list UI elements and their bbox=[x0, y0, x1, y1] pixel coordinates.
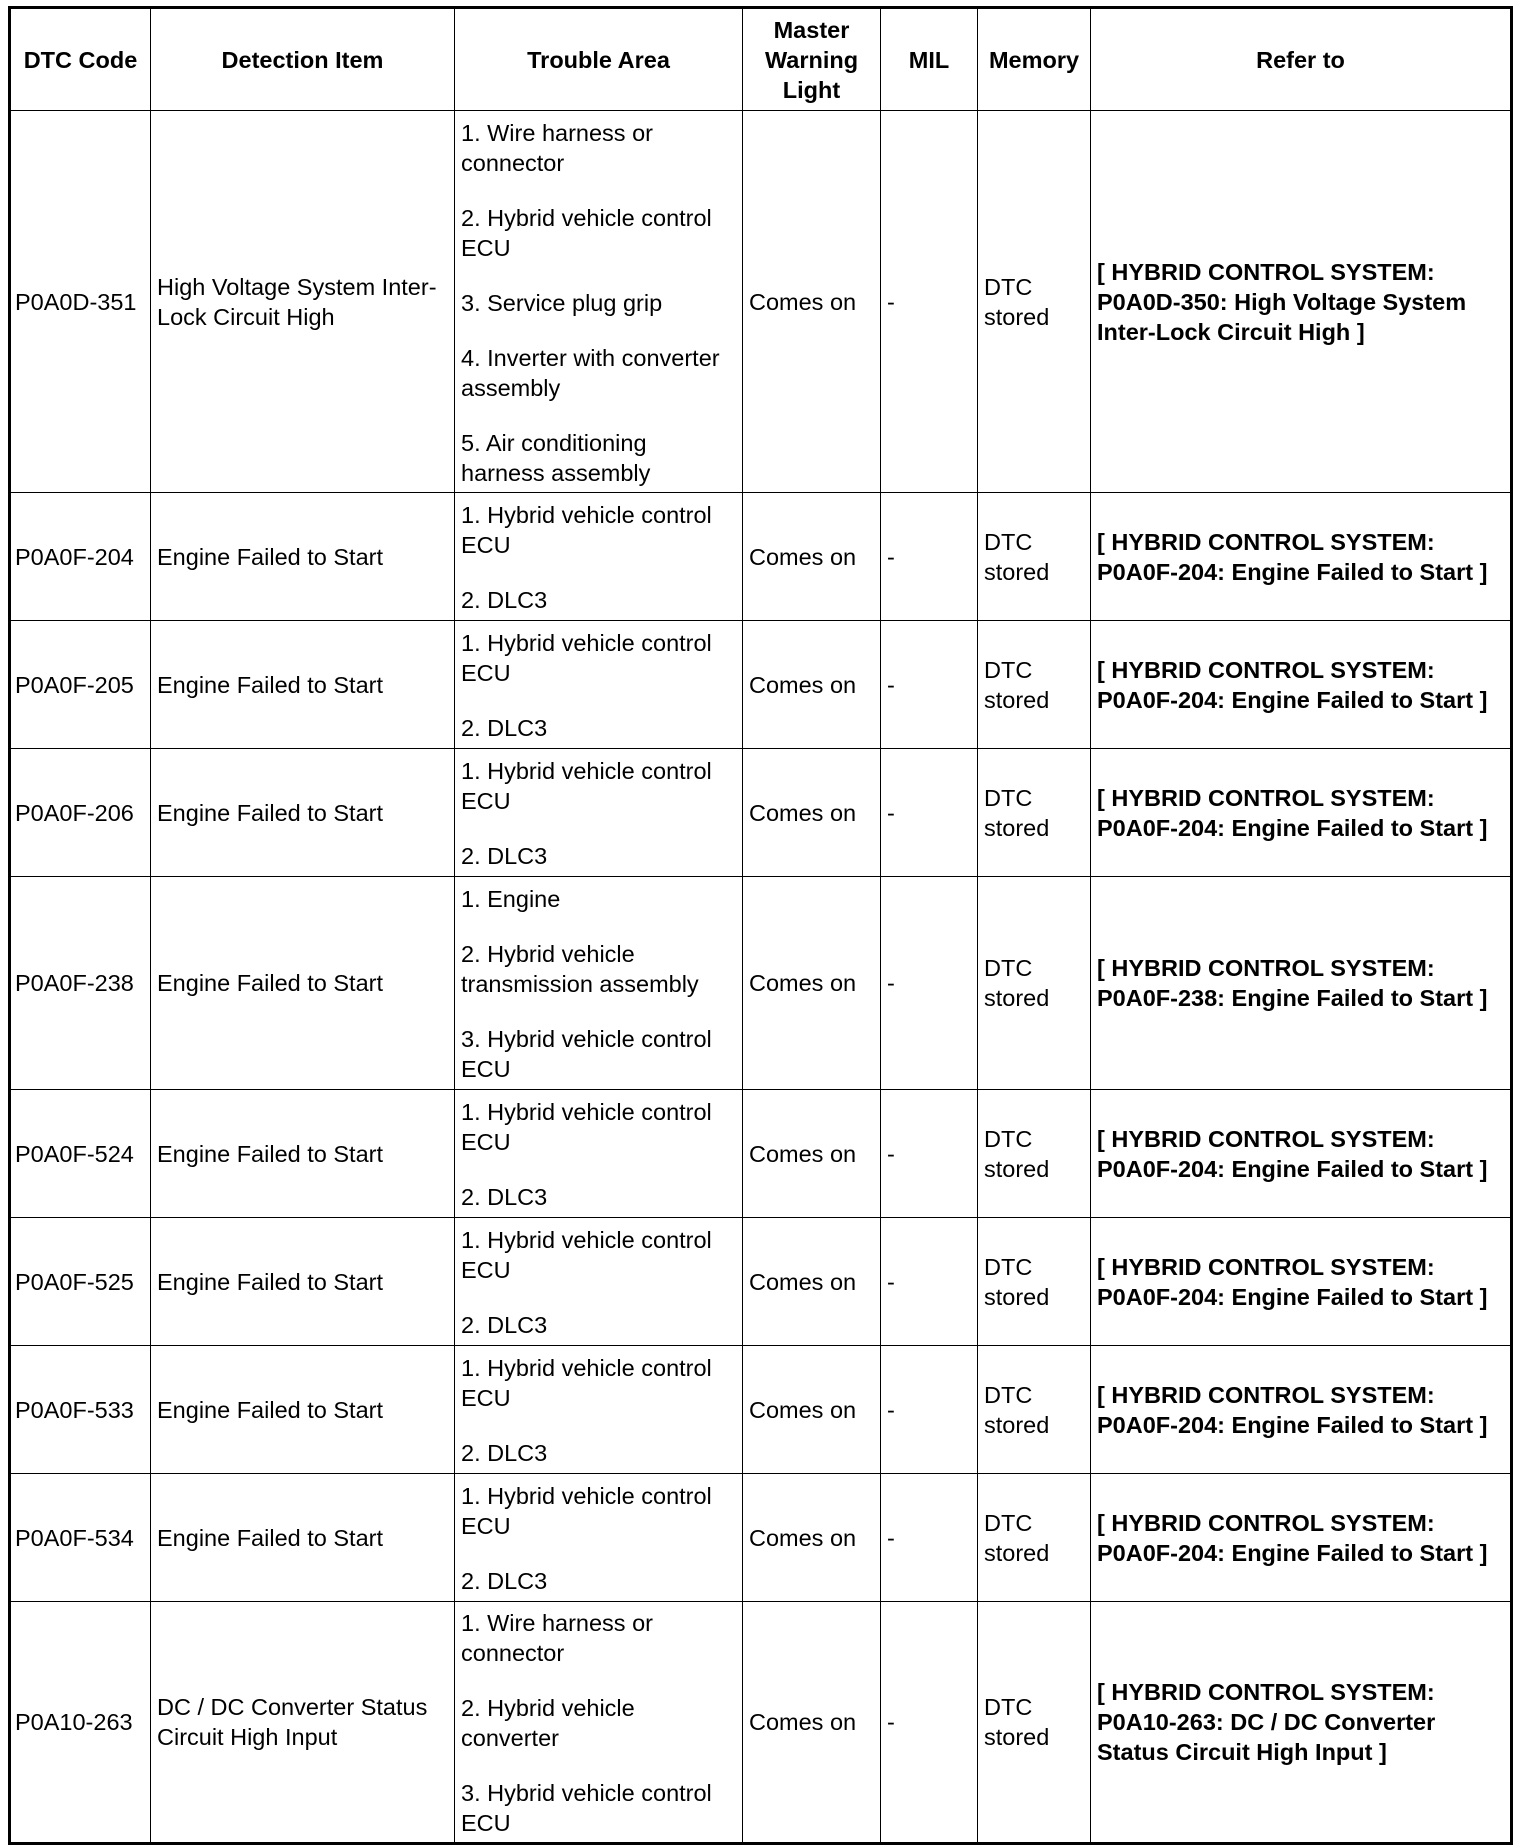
trouble-area-item: 5. Air conditioning harness assembly bbox=[461, 429, 651, 486]
trouble-area-cell bbox=[455, 749, 743, 877]
refer-to-cell: [ HYBRID CONTROL SYSTEM: P0A0F-204: Engine Failed to Start ] bbox=[1091, 493, 1512, 621]
trouble-area-item: 1. Hybrid vehicle control ECU bbox=[461, 1227, 712, 1283]
table-row bbox=[10, 877, 1512, 1090]
mil-cell: - bbox=[881, 1090, 978, 1218]
memory-cell: DTC stored bbox=[978, 111, 1091, 493]
refer-to-cell: [ HYBRID CONTROL SYSTEM: P0A0F-204: Engine Failed to Start ] bbox=[1091, 1474, 1512, 1602]
dtc-code-cell: P0A0F-205 bbox=[10, 621, 151, 749]
master-warning-light-cell: Comes on bbox=[743, 1090, 881, 1218]
table-row bbox=[10, 1346, 1512, 1474]
trouble-area-item: 3. Service plug grip bbox=[461, 289, 663, 316]
header-dtc-code: DTC Code bbox=[10, 8, 151, 111]
dtc-code-cell: P0A10-263 bbox=[10, 1602, 151, 1844]
trouble-area-item: 1. Engine bbox=[461, 886, 561, 912]
mil-cell: - bbox=[881, 111, 978, 493]
dtc-code-cell: P0A0F-238 bbox=[10, 877, 151, 1090]
trouble-area-item: 2. DLC3 bbox=[461, 1184, 548, 1210]
refer-to-cell: [ HYBRID CONTROL SYSTEM: P0A0F-238: Engine Failed to Start ] bbox=[1091, 877, 1512, 1090]
trouble-area-item: 1. Wire harness or connector bbox=[461, 1610, 653, 1666]
detection-item-cell: High Voltage System Inter-Lock Circuit High bbox=[151, 111, 455, 493]
mil-cell: - bbox=[881, 621, 978, 749]
detection-item-cell: Engine Failed to Start bbox=[151, 1090, 455, 1218]
table-row bbox=[10, 1090, 1512, 1218]
detection-item-cell: Engine Failed to Start bbox=[151, 877, 455, 1090]
trouble-area-item: 2. DLC3 bbox=[461, 587, 548, 613]
dtc-code-cell: P0A0F-204 bbox=[10, 493, 151, 621]
memory-cell: DTC stored bbox=[978, 1602, 1091, 1844]
trouble-area-item: 2. DLC3 bbox=[461, 715, 548, 741]
refer-to-cell: [ HYBRID CONTROL SYSTEM: P0A0D-350: High Voltage System Inter-Lock Circuit High ] bbox=[1091, 111, 1512, 493]
header-trouble-area: Trouble Area bbox=[455, 8, 743, 111]
dtc-code-cell: P0A0D-351 bbox=[10, 111, 151, 493]
trouble-area-cell bbox=[455, 1346, 743, 1474]
trouble-area-item: 1. Hybrid vehicle control ECU bbox=[461, 1099, 712, 1155]
detection-item-cell: Engine Failed to Start bbox=[151, 1346, 455, 1474]
trouble-area-item: 1. Hybrid vehicle control ECU bbox=[461, 502, 712, 558]
trouble-area-item: 1. Hybrid vehicle control ECU bbox=[461, 630, 712, 686]
detection-item-cell: Engine Failed to Start bbox=[151, 493, 455, 621]
memory-cell: DTC stored bbox=[978, 493, 1091, 621]
detection-item-cell: Engine Failed to Start bbox=[151, 1474, 455, 1602]
trouble-area-cell bbox=[455, 621, 743, 749]
dtc-code-cell: P0A0F-534 bbox=[10, 1474, 151, 1602]
table-row bbox=[10, 493, 1512, 621]
master-warning-light-cell: Comes on bbox=[743, 1218, 881, 1346]
mil-cell: - bbox=[881, 493, 978, 621]
refer-to-cell: [ HYBRID CONTROL SYSTEM: P0A0F-204: Engine Failed to Start ] bbox=[1091, 1346, 1512, 1474]
trouble-area-item: 1. Hybrid vehicle control ECU bbox=[461, 1355, 712, 1411]
mil-cell: - bbox=[881, 1474, 978, 1602]
master-warning-light-cell: Comes on bbox=[743, 1474, 881, 1602]
trouble-area-cell bbox=[455, 1090, 743, 1218]
trouble-area-item: 1. Hybrid vehicle control ECU bbox=[461, 758, 712, 814]
master-warning-light-cell: Comes on bbox=[743, 111, 881, 493]
master-warning-light-cell: Comes on bbox=[743, 877, 881, 1090]
trouble-area-item: 1. Wire harness or connector bbox=[461, 119, 653, 176]
table-row bbox=[10, 1602, 1512, 1844]
detection-item-cell: DC / DC Converter Status Circuit High Input bbox=[151, 1602, 455, 1844]
trouble-area-cell bbox=[455, 1218, 743, 1346]
detection-item-cell: Engine Failed to Start bbox=[151, 749, 455, 877]
memory-cell: DTC stored bbox=[978, 621, 1091, 749]
mil-cell: - bbox=[881, 1218, 978, 1346]
master-warning-light-cell: Comes on bbox=[743, 1602, 881, 1844]
master-warning-light-cell: Comes on bbox=[743, 1346, 881, 1474]
header-refer-to: Refer to bbox=[1091, 8, 1512, 111]
header-memory: Memory bbox=[978, 8, 1091, 111]
trouble-area-item: 3. Hybrid vehicle control ECU bbox=[461, 1780, 712, 1836]
memory-cell: DTC stored bbox=[978, 1218, 1091, 1346]
trouble-area-cell bbox=[455, 1474, 743, 1602]
table-row bbox=[10, 749, 1512, 877]
trouble-area-item: 2. Hybrid vehicle converter bbox=[461, 1695, 635, 1751]
table-row bbox=[10, 1474, 1512, 1602]
table-row bbox=[10, 111, 1512, 493]
trouble-area-item: 2. DLC3 bbox=[461, 1440, 548, 1466]
trouble-area-item: 2. Hybrid vehicle control ECU bbox=[461, 204, 712, 261]
memory-cell: DTC stored bbox=[978, 1090, 1091, 1218]
refer-to-cell: [ HYBRID CONTROL SYSTEM: P0A0F-204: Engine Failed to Start ] bbox=[1091, 1218, 1512, 1346]
memory-cell: DTC stored bbox=[978, 877, 1091, 1090]
dtc-code-cell: P0A0F-524 bbox=[10, 1090, 151, 1218]
mil-cell: - bbox=[881, 749, 978, 877]
table-row bbox=[10, 1218, 1512, 1346]
refer-to-cell: [ HYBRID CONTROL SYSTEM: P0A0F-204: Engine Failed to Start ] bbox=[1091, 1090, 1512, 1218]
header-mil: MIL bbox=[881, 8, 978, 111]
mil-cell: - bbox=[881, 877, 978, 1090]
trouble-area-item: 1. Hybrid vehicle control ECU bbox=[461, 1483, 712, 1539]
header-row bbox=[10, 8, 1512, 111]
trouble-area-item: 2. DLC3 bbox=[461, 1312, 548, 1338]
memory-cell: DTC stored bbox=[978, 749, 1091, 877]
memory-cell: DTC stored bbox=[978, 1474, 1091, 1602]
header-master-warning-light: Master Warning Light bbox=[743, 8, 881, 111]
mil-cell: - bbox=[881, 1602, 978, 1844]
trouble-area-item: 2. Hybrid vehicle transmission assembly bbox=[461, 941, 699, 997]
trouble-area-cell bbox=[455, 877, 743, 1090]
master-warning-light-cell: Comes on bbox=[743, 493, 881, 621]
trouble-area-item: 4. Inverter with converter assembly bbox=[461, 344, 720, 401]
detection-item-cell: Engine Failed to Start bbox=[151, 621, 455, 749]
trouble-area-cell bbox=[455, 111, 743, 493]
dtc-code-cell: P0A0F-206 bbox=[10, 749, 151, 877]
refer-to-cell: [ HYBRID CONTROL SYSTEM: P0A10-263: DC / DC Converter Status Circuit High Input ] bbox=[1091, 1602, 1512, 1844]
detection-item-cell: Engine Failed to Start bbox=[151, 1218, 455, 1346]
header-detection-item: Detection Item bbox=[151, 8, 455, 111]
trouble-area-cell bbox=[455, 1602, 743, 1844]
refer-to-cell: [ HYBRID CONTROL SYSTEM: P0A0F-204: Engine Failed to Start ] bbox=[1091, 749, 1512, 877]
trouble-area-item: 3. Hybrid vehicle control ECU bbox=[461, 1026, 712, 1082]
memory-cell: DTC stored bbox=[978, 1346, 1091, 1474]
refer-to-cell: [ HYBRID CONTROL SYSTEM: P0A0F-204: Engine Failed to Start ] bbox=[1091, 621, 1512, 749]
trouble-area-item: 2. DLC3 bbox=[461, 843, 548, 869]
mil-cell: - bbox=[881, 1346, 978, 1474]
table-body bbox=[10, 111, 1512, 1844]
dtc-code-cell: P0A0F-525 bbox=[10, 1218, 151, 1346]
trouble-area-item: 2. DLC3 bbox=[461, 1568, 548, 1594]
master-warning-light-cell: Comes on bbox=[743, 749, 881, 877]
trouble-area-cell bbox=[455, 493, 743, 621]
dtc-table bbox=[8, 6, 1513, 1845]
table-row bbox=[10, 621, 1512, 749]
dtc-code-cell: P0A0F-533 bbox=[10, 1346, 151, 1474]
master-warning-light-cell: Comes on bbox=[743, 621, 881, 749]
